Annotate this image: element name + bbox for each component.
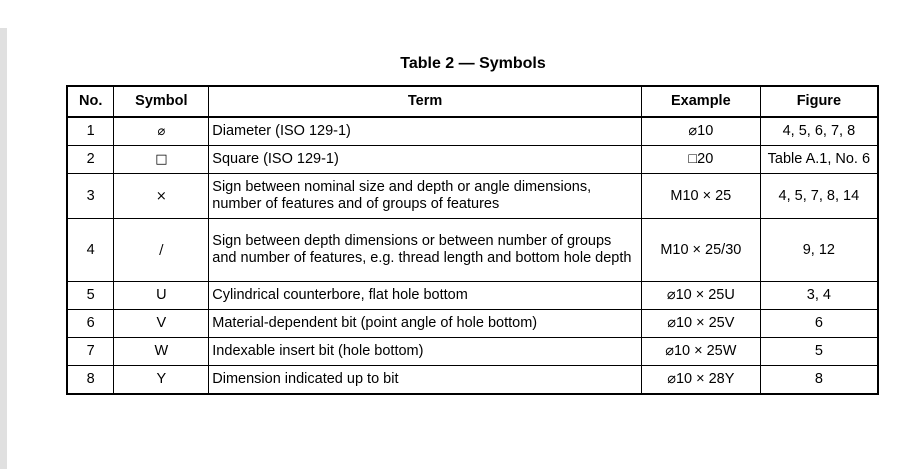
row-no: 6 [67,310,114,338]
table-row [67,282,878,310]
row-example: M10 × 25/30 [641,219,760,282]
row-term: Sign between nominal size and depth or angle dimensions, number of features and of groups of features [209,174,642,219]
row-term: Cylindrical counterbore, flat hole bottom [209,282,642,310]
header-row [67,86,878,117]
row-example: ⌀10 [641,117,760,146]
table-row [67,310,878,338]
page-edge [0,28,7,469]
row-no: 2 [67,146,114,174]
row-symbol: / [114,219,209,282]
row-term: Square (ISO 129-1) [209,146,642,174]
row-figure: 9, 12 [760,219,878,282]
row-symbol: U [114,282,209,310]
row-no: 5 [67,282,114,310]
table-row [67,219,878,282]
row-no: 4 [67,219,114,282]
row-symbol: □ [114,146,209,174]
row-example: ⌀10 × 25V [641,310,760,338]
row-term: Diameter (ISO 129-1) [209,117,642,146]
row-no: 7 [67,338,114,366]
row-term: Material-dependent bit (point angle of hole bottom) [209,310,642,338]
row-symbol: W [114,338,209,366]
table-row [67,366,878,395]
table-row [67,338,878,366]
row-no: 8 [67,366,114,395]
row-symbol: Y [114,366,209,395]
row-symbol: × [114,174,209,219]
row-example: ⌀10 × 25W [641,338,760,366]
row-example: ⌀10 × 28Y [641,366,760,395]
header-example: Example [641,86,760,117]
row-term: Indexable insert bit (hole bottom) [209,338,642,366]
row-figure: 4, 5, 7, 8, 14 [760,174,878,219]
table-row [67,174,878,219]
header-no: No. [67,86,114,117]
header-term: Term [209,86,642,117]
row-symbol: V [114,310,209,338]
row-example: ⌀10 × 25U [641,282,760,310]
header-symbol: Symbol [114,86,209,117]
row-figure: 3, 4 [760,282,878,310]
row-example: □20 [641,146,760,174]
row-figure: 8 [760,366,878,395]
row-figure: 6 [760,310,878,338]
row-term: Sign between depth dimensions or between number of groups and number of features, e.g. thread length and bottom hole depth [209,219,642,282]
header-figure: Figure [760,86,878,117]
row-term: Dimension indicated up to bit [209,366,642,395]
row-figure: 5 [760,338,878,366]
row-figure: Table A.1, No. 6 [760,146,878,174]
table-row [67,117,878,146]
row-symbol: ⌀ [114,117,209,146]
symbols-table [66,85,879,395]
table-caption: Table 2 — Symbols [400,55,546,72]
row-figure: 4, 5, 6, 7, 8 [760,117,878,146]
row-example: M10 × 25 [641,174,760,219]
row-no: 3 [67,174,114,219]
row-no: 1 [67,117,114,146]
table-row [67,146,878,174]
